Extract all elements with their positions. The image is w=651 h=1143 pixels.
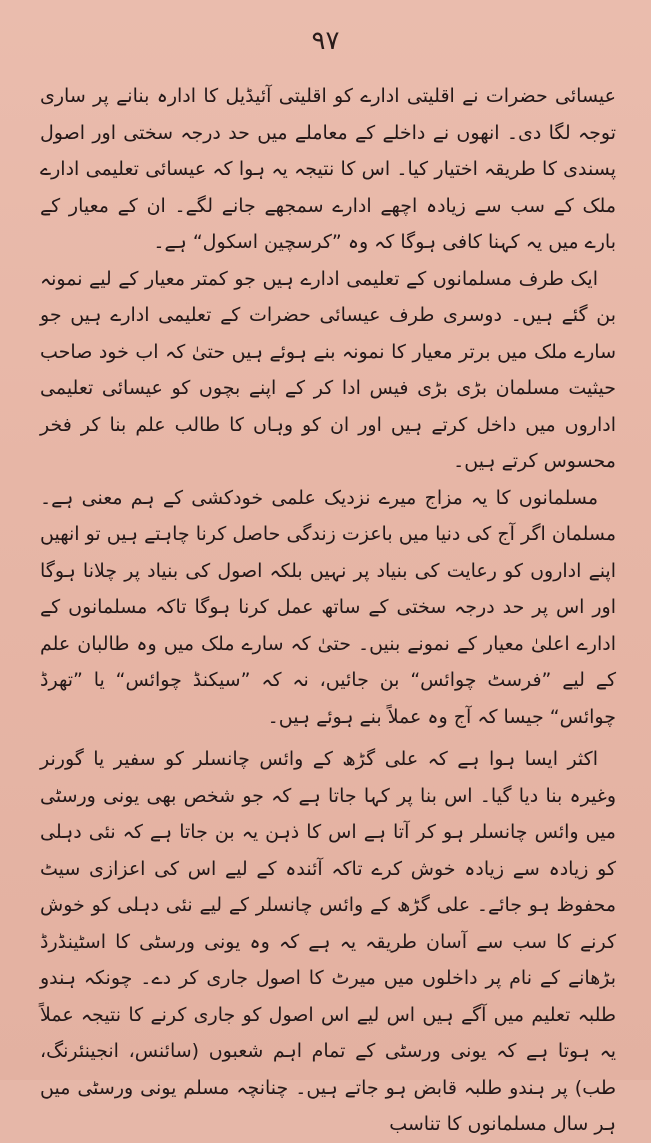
- paragraph-1: عیسائی حضرات نے اقلیتی ادارے کو اقلیتی آئیڈیل کا ادارہ بنانے پر ساری توجہ لگا دی۔ انھوں نے داخلے کے معاملے میں حد درجہ سختی اور اصول پسندی کا طریقہ اختیار کیا۔ اس کا نتیجہ یہ ہوا کہ عیسائی تعلیمی ادارے ملک کے سب سے زیادہ اچھے ادارے سمجھے جانے لگے۔ ان کے معیار کے بارے میں یہ کہنا کافی ہوگا کہ وہ ”کرسچین اسکول“ ہے۔: [40, 85, 616, 253]
- paragraph-4: اکثر ایسا ہوا ہے کہ علی گڑھ کے وائس چانسلر کو سفیر یا گورنر وغیرہ بنا دیا گیا۔ اس بنا پر کہا جاتا ہے کہ جو شخص بھی یونی ورسٹی میں وائس چانسلر ہو کر آتا ہے اس کا ذہن یہ بن جاتا ہے کہ نئی دہلی کو زیادہ سے زیادہ خوش کرے تاکہ آئندہ کے لیے اس کی اعزازی سیٹ محفوظ ہو جائے۔ علی گڑھ کے وائس چانسلر کے لیے نئی دہلی کو خوش کرنے کا سب سے آسان طریقہ یہ ہے کہ وہ یونی ورسٹی کا اسٹینڈرڈ بڑھانے کے نام پر داخلوں میں میرٹ کا اصول جاری کر دے۔ چونکہ ہندو طلبہ تعلیم میں آگے ہیں اس لیے اس اصول کو جاری کرنے کا نتیجہ عملاً یہ ہوتا ہے کہ یونی ورسٹی کے تمام اہم شعبوں (سائنس، انجینئرنگ، طب) پر ہندو طلبہ قابض ہو جاتے ہیں۔ چنانچہ مسلم یونی ورسٹی میں ہر سال مسلمانوں کا تناسب: [40, 748, 616, 1135]
- page-number: ۹۷: [311, 26, 340, 56]
- paragraph-2: ایک طرف مسلمانوں کے تعلیمی ادارے ہیں جو کمتر معیار کے لیے نمونہ بن گئے ہیں۔ دوسری طرف عیسائی حضرات کے تعلیمی ادارے ہیں جو سارے ملک میں برتر معیار کا نمونہ بنے ہوئے ہیں حتیٰ کہ اب خود صاحب حیثیت مسلمان بڑی بڑی فیس ادا کر کے اپنے بچوں کو عیسائی تعلیمی اداروں میں داخل کرتے ہیں اور ان کو وہاں کا طالب علم بنا کر فخر محسوس کرتے ہیں۔: [40, 267, 616, 472]
- page-body-text: [40, 78, 616, 1143]
- paragraph-3: مسلمانوں کا یہ مزاج میرے نزدیک علمی خودکشی کے ہم معنی ہے۔ مسلمان اگر آج کی دنیا میں باعزت زندگی حاصل کرنا چاہتے ہیں تو انھیں اپنے اداروں کو رعایت کی بنیاد پر نہیں بلکہ اصول کی بنیاد پر چلانا ہوگا اور اس پر حد درجہ سختی کے ساتھ عمل کرنا ہوگا تاکہ مسلمانوں کے ادارے اعلیٰ معیار کے نمونے بنیں۔ حتیٰ کہ سارے ملک میں وہ طالبان علم کے لیے ”فرسٹ چوائس“ بن جائیں، نہ کہ ”سیکنڈ چوائس“ یا ”تھرڈ چوائس“ جیسا کہ آج وہ عملاً بنے ہوئے ہیں۔: [40, 486, 616, 728]
